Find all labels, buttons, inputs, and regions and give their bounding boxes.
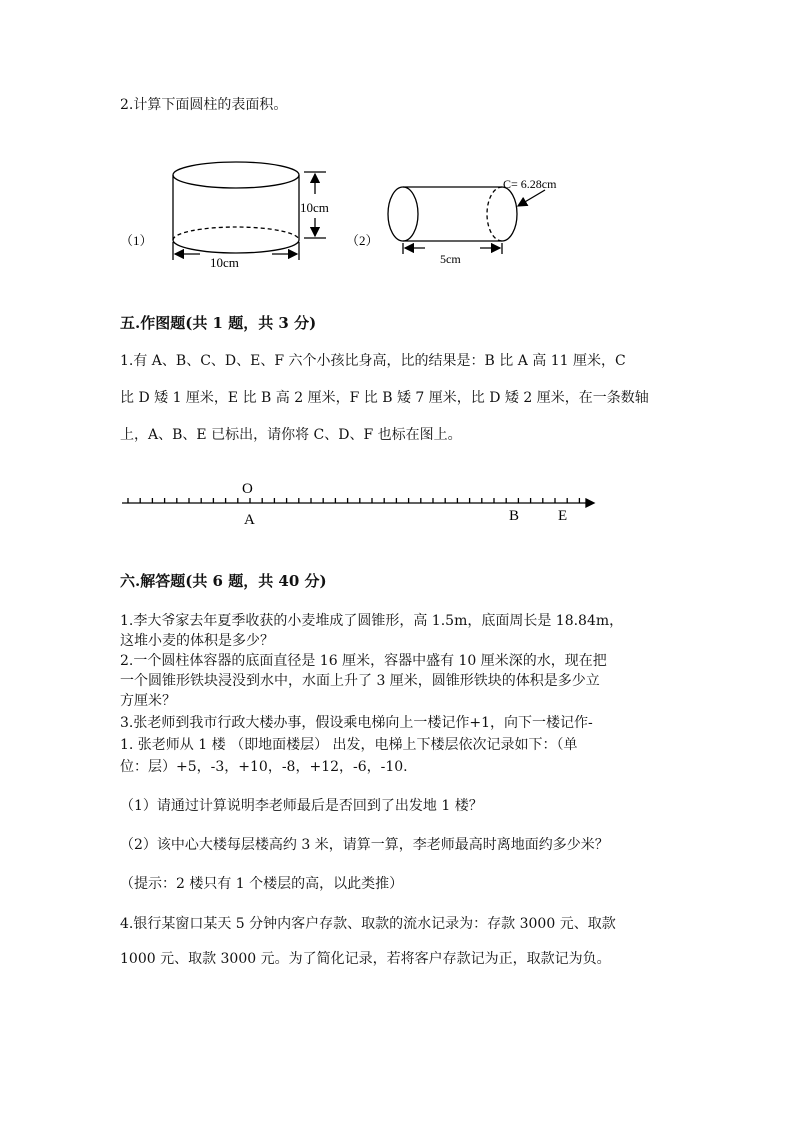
section6-line: 这堆小麦的体积是多少？: [120, 633, 274, 649]
fig2-label: （2）: [346, 233, 379, 248]
fig2-circ-label: C= 6.28cm: [503, 177, 557, 191]
q2-title: 2.计算下面圆柱的表面积。: [120, 97, 288, 113]
cylinder-2: [388, 187, 545, 254]
point-label-a: A: [244, 512, 255, 528]
section5-q1-line: 上，A、B、E 已标出，请你将 C、D、F 也标在图上。: [120, 427, 462, 443]
fig1-width-label: 10cm: [210, 255, 239, 270]
fig1-label: （1）: [120, 233, 153, 248]
fig2-length-label: 5cm: [440, 252, 461, 266]
section6-sub-question: （1）请通过计算说明李老师最后是否回到了出发地 1 楼？: [120, 798, 483, 814]
point-label-b: B: [509, 508, 520, 524]
section6-line: 一个圆锥形铁块浸没到水中，水面上升了 3 厘米，圆锥形铁块的体积是多少立: [120, 673, 600, 689]
section6-q4-line: 1000 元、取款 3000 元。为了简化记录，若将客户存款记为正，取款记为负。: [120, 951, 611, 967]
section6-line: 1. 张老师从 1 楼 （即地面楼层） 出发，电梯上下楼层依次记录如下：（单: [120, 737, 578, 753]
fig1-height-label: 10cm: [300, 200, 329, 215]
section6-q4-line: 4.银行某窗口某天 5 分钟内客户存款、取款的流水记录为：存款 3000 元、取款: [120, 916, 616, 932]
section6-line: 2.一个圆柱体容器的底面直径是 16 厘米，容器中盛有 10 厘米深的水，现在把: [120, 653, 607, 669]
section6-hint: （提示：2 楼只有 1 个楼层的高，以此类推）: [120, 876, 404, 892]
section6-heading: 六.解答题(共 6 题，共 40 分): [120, 572, 327, 590]
section6-line: 位：层）+5，-3，+10，-8，+12，-6，-10.: [120, 759, 408, 775]
section5-q1-line: 1.有 A、B、C、D、E、F 六个小孩比身高，比的结果是：B 比 A 高 11 厘米，C: [120, 353, 626, 369]
point-label-e: E: [558, 508, 568, 524]
section5-q1-line: 比 D 矮 1 厘米，E 比 B 高 2 厘米，F 比 B 矮 7 厘米，比 D 矮 2 厘米，在一条数轴: [120, 390, 649, 406]
section6-line: 1.李大爷家去年夏季收获的小麦堆成了圆锥形，高 1.5m，底面周长是 18.84m，: [120, 613, 624, 629]
section6-sub-question: （2）该中心大楼每层楼高约 3 米，请算一算，李老师最高时离地面约多少米？: [120, 837, 609, 853]
number-line: [0, 475, 794, 535]
section5-heading: 五.作图题(共 1 题，共 3 分): [120, 314, 317, 332]
section6-line: 方厘米？: [120, 693, 176, 709]
origin-label: O: [242, 481, 253, 497]
number-line-ticks: [128, 498, 579, 503]
section6-line: 3.张老师到我市行政大楼办事，假设乘电梯向上一楼记作+1，向下一楼记作-: [120, 715, 593, 731]
